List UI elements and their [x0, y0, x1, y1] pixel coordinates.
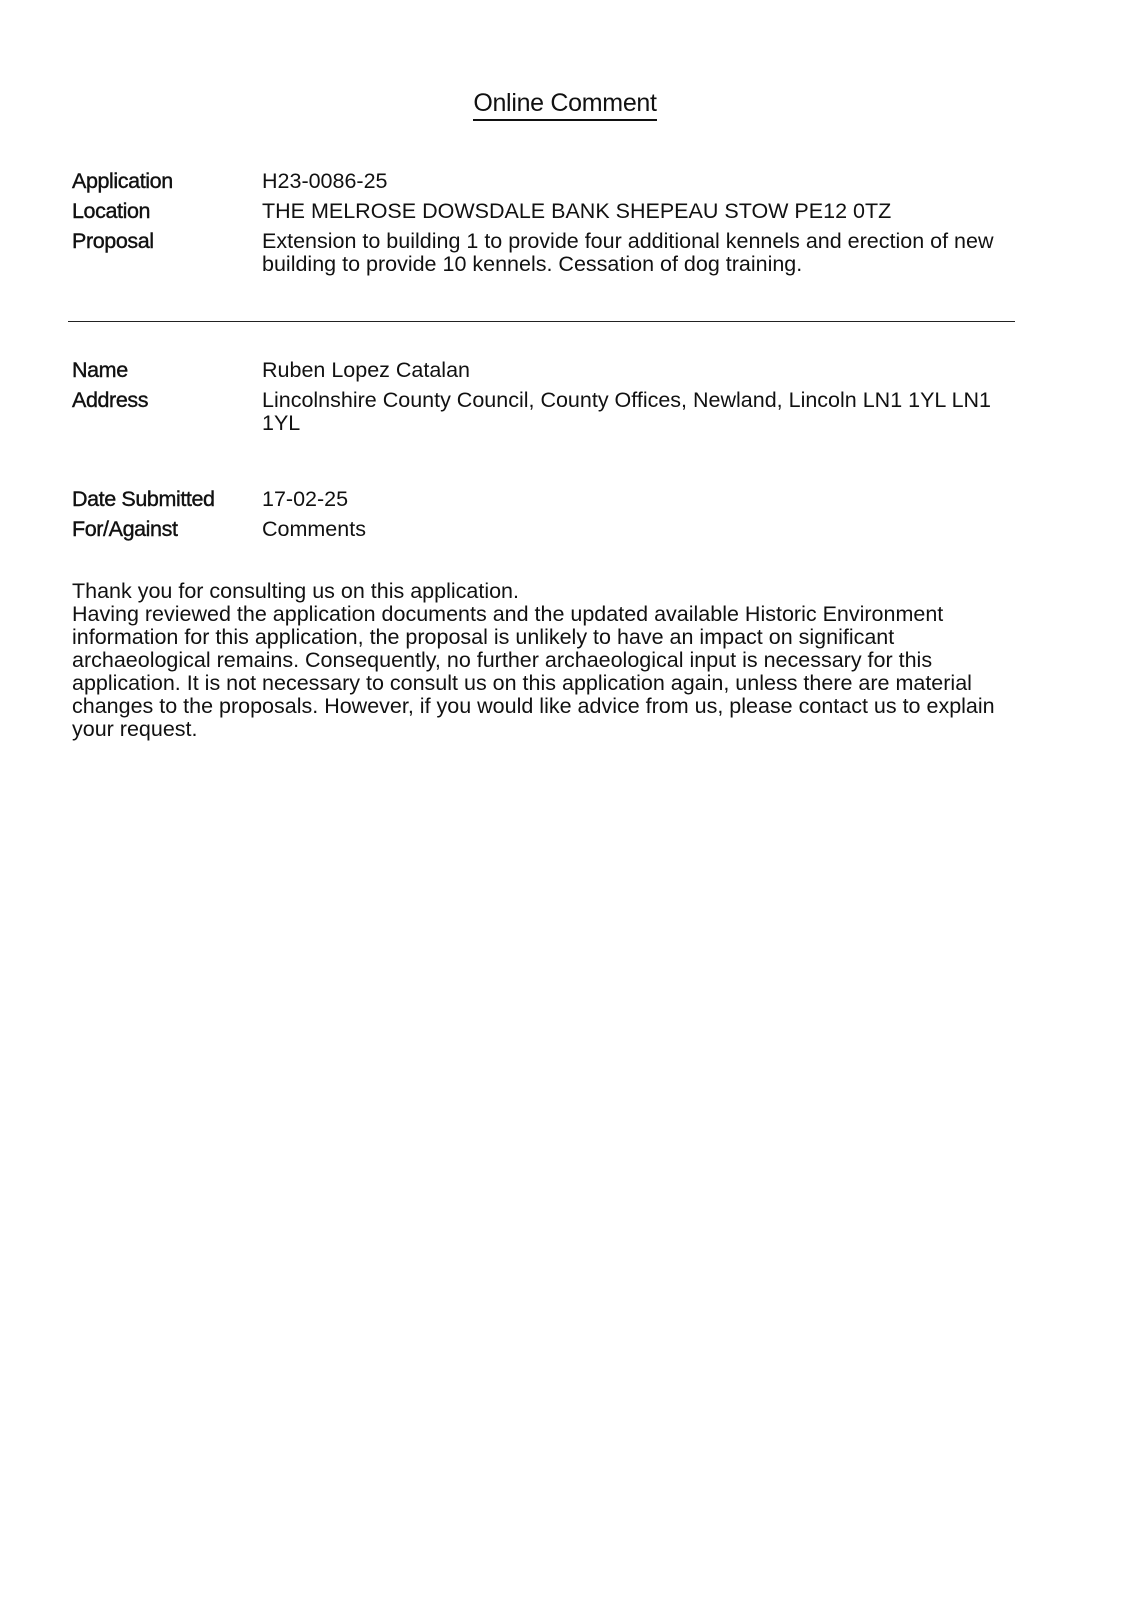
application-label: Application	[72, 169, 173, 193]
proposal-row	[72, 230, 1032, 276]
location-label: Location	[72, 199, 151, 223]
for-against-value: Comments	[262, 517, 366, 541]
address-row	[72, 389, 1032, 435]
comment-body: Having reviewed the application documents and the updated available Historic Environment information for this application, the proposal is unlikely to have an impact on significant archaeological remains. Consequently, no further archaeological input is necessary for this application. It is not necessary to consult us on this application again, unless there are material changes to the proposals. However, if you would like advice from us, please contact us to explain your request.	[72, 602, 995, 741]
submission-details	[72, 488, 1032, 548]
application-details	[72, 170, 1032, 283]
name-row	[72, 359, 1032, 382]
comment-intro: Thank you for consulting us on this application.	[72, 579, 519, 603]
date-submitted-value: 17-02-25	[262, 487, 349, 511]
date-submitted-label: Date Submitted	[72, 487, 215, 511]
name-label: Name	[72, 358, 128, 382]
location-value: THE MELROSE DOWSDALE BANK SHEPEAU STOW PE12 0TZ	[262, 199, 892, 223]
page-title	[0, 88, 1130, 121]
commenter-details	[72, 359, 1032, 442]
page-title-text: Online Comment	[473, 88, 656, 121]
address-value: Lincolnshire County Council, County Offices, Newland, Lincoln LN1 1YL LN1 1YL	[262, 388, 992, 435]
for-against-label: For/Against	[72, 517, 178, 541]
location-row	[72, 200, 1032, 223]
address-label: Address	[72, 388, 149, 412]
for-against-row	[72, 518, 1032, 541]
comment-text	[72, 580, 1032, 741]
proposal-value: Extension to building 1 to provide four additional kennels and erection of new building to provide 10 kennels. Cessation of dog training.	[262, 229, 994, 276]
section-divider	[68, 321, 1015, 322]
date-submitted-row	[72, 488, 1032, 511]
name-value: Ruben Lopez Catalan	[262, 358, 470, 382]
application-value: H23-0086-25	[262, 169, 388, 193]
application-row	[72, 170, 1032, 193]
proposal-label: Proposal	[72, 229, 154, 253]
